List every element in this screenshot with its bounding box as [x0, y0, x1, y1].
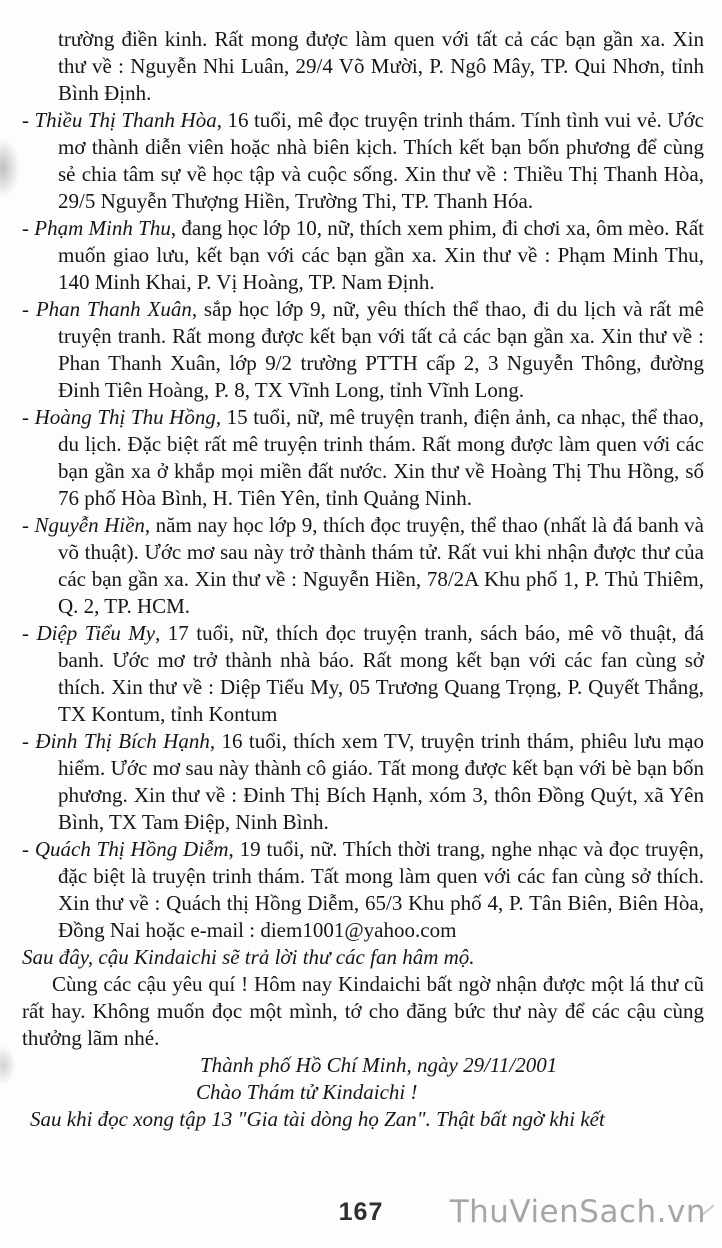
- entry-bullet: -: [22, 108, 35, 132]
- entry-name: Hoàng Thị Thu Hồng: [34, 405, 216, 429]
- entry-name: Phan Thanh Xuân: [35, 297, 192, 321]
- letter-intro-paragraph: Cùng các cậu yêu quí ! Hôm nay Kindaichi bất ngờ nhận được một lá thư cũ rất hay. Không muốn đọc một mình, tớ cho đăng bức thư này để các cậu cùng thưởng lãm nhé.: [22, 972, 704, 1050]
- letter-greeting: Chào Thám tử Kindaichi !: [196, 1080, 418, 1104]
- entry-bullet: -: [22, 513, 35, 537]
- entry-name: Diệp Tiểu My: [36, 621, 156, 645]
- entry-text: , 19 tuổi, nữ. Thích thời trang, nghe nhạc và đọc truyện, đặc biệt là truyện trinh thám. Tất mong làm quen với các fan cùng sở thích. Xin thư về : Quách thị Hồng Diễm, 65/3 Khu phố 4, P. Tân Biên, Biên Hòa, Đồng Nai hoặc e-mail : diem1001@yahoo.com: [58, 837, 704, 942]
- entry-text: , 16 tuổi, mê đọc truyện trinh thám. Tính tình vui vẻ. Ước mơ thành diễn viên hoặc nhà biên kịch. Thích kết bạn bốn phương để cùng sẻ chia tâm sự về học tập và cuộc sống. Xin thư về : Thiều Thị Thanh Hòa, 29/5 Nguyễn Thượng Hiền, Trường Thi, TP. Thanh Hóa.: [58, 108, 704, 213]
- intro-continuation-paragraph: trường điền kinh. Rất mong được làm quen với tất cả các bạn gần xa. Xin thư về : Nguyễn Nhi Luân, 29/4 Võ Mười, P. Ngô Mây, TP. Qui Nhơn, tỉnh Bình Định.: [58, 27, 704, 105]
- letter-opening-line: Sau khi đọc xong tập 13 "Gia tài dòng họ Zan". Thật bất ngờ khi kết: [30, 1107, 605, 1131]
- entry-bullet: -: [22, 837, 35, 861]
- entry-bullet: -: [22, 405, 35, 429]
- entry-bullet: -: [22, 216, 35, 240]
- entry-bullet: -: [22, 297, 36, 321]
- entry-name: Nguyễn Hiền: [34, 513, 145, 537]
- entry-name: Quách Thị Hồng Diễm: [34, 837, 229, 861]
- pen-pal-entry: [22, 836, 704, 944]
- entry-text: , sắp học lớp 9, nữ, yêu thích thể thao, đi du lịch và rất mê truyện tranh. Rất mong được kết bạn với tất cả các bạn gần xa. Xin thư về : Phan Thanh Xuân, lớp 9/2 trường PTTH cấp 2, 3 Nguyễn Thông, đường Đinh Tiên Hoàng, P. 8, TX Vĩnh Long, tỉnh Vĩnh Long.: [58, 297, 704, 402]
- entry-text: , 16 tuổi, thích xem TV, truyện trinh thám, phiêu lưu mạo hiểm. Ước mơ sau này thành cô giáo. Tất mong được kết bạn với bè bạn bốn phương. Xin thư về : Đinh Thị Bích Hạnh, xóm 3, thôn Đồng Quýt, xã Yên Bình, TX Tam Điệp, Ninh Bình.: [58, 729, 704, 834]
- pen-pal-entry: [22, 215, 704, 296]
- page-footer: [0, 1192, 722, 1242]
- pen-pal-entry: [22, 728, 704, 836]
- entry-name: Đinh Thị Bích Hạnh: [35, 729, 210, 753]
- entry-name: Thiều Thị Thanh Hòa: [34, 108, 217, 132]
- letter-place-date: Thành phố Hồ Chí Minh, ngày 29/11/2001: [200, 1053, 558, 1077]
- pen-pal-entry: [22, 620, 704, 728]
- page-text-block: [0, 26, 722, 1133]
- entry-text: , đang học lớp 10, nữ, thích xem phim, đi chơi xa, ôm mèo. Rất muốn giao lưu, kết bạn với các bạn gần xa. Xin thư về : Phạm Minh Thu, 140 Minh Khai, P. Vị Hoàng, TP. Nam Định.: [58, 216, 704, 294]
- pen-pal-entry: [22, 512, 704, 620]
- pen-pal-entry: [22, 296, 704, 404]
- page-number: 167: [338, 1198, 384, 1226]
- entry-bullet: -: [22, 621, 37, 645]
- site-watermark: ThuVienSach.vn: [449, 1194, 706, 1230]
- pen-pal-entry: [22, 107, 704, 215]
- entry-text: , 17 tuổi, nữ, thích đọc truyện tranh, sách báo, mê võ thuật, đá banh. Ước mơ trở thành nhà báo. Rất mong kết bạn với các fan cùng sở thích. Xin thư về : Diệp Tiểu My, 05 Trương Quang Trọng, P. Quyết Thắng, TX Kontum, tỉnh Kontum: [58, 621, 705, 726]
- reply-note: Sau đây, cậu Kindaichi sẽ trả lời thư các fan hâm mộ.: [22, 945, 475, 969]
- entry-text: , năm nay học lớp 9, thích đọc truyện, thể thao (nhất là đá banh và võ thuật). Ước mơ sau này trở thành thám tử. Rất vui khi nhận được thư của các bạn gần xa. Xin thư về : Nguyễn Hiền, 78/2A Khu phố 1, P. Thủ Thiêm, Q. 2, TP. HCM.: [58, 513, 704, 618]
- entry-name: Phạm Minh Thu: [34, 216, 171, 240]
- pen-pal-entry: [22, 404, 704, 512]
- entry-bullet: -: [22, 729, 36, 753]
- entry-text: , 15 tuổi, nữ, mê truyện tranh, điện ảnh, ca nhạc, thể thao, du lịch. Đặc biệt rất mê truyện trinh thám. Rất mong được làm quen với các bạn gần xa ở khắp mọi miền đất nước. Xin thư về Hoàng Thị Thu Hồng, số 76 phố Hòa Bình, H. Tiên Yên, tỉnh Quảng Ninh.: [58, 405, 705, 510]
